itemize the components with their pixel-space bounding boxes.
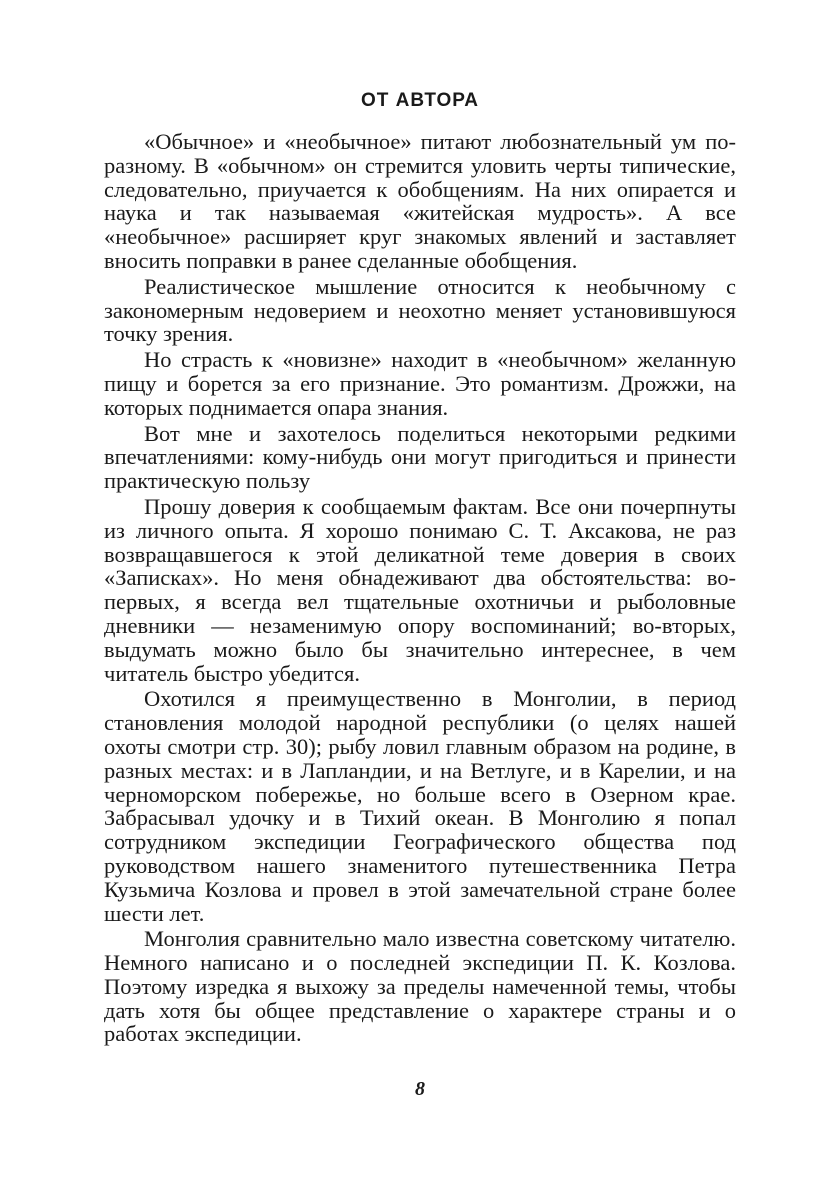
chapter-title: ОТ АВТОРА [360,90,480,111]
paragraph-7: Монголия сравнительно мало известна советскому читателю. Немного написано и о последней экспедиции П. К. Козлова. Поэтому изредка я выхожу за пределы намеченной темы, чтобы дать хотя бы общее представление о характере страны и о работах экспедиции. [104,926,736,1047]
paragraph-1: «Обычное» и «необычное» питают любознательный ум по-разному. В «обычном» он стремится уловить черты типические, следовательно, приучается к обобщениям. На них опирается и наука и так называемая «житейская мудрость». А все «необычное» расширяет круг знакомых явлений и заставляет вносить поправки в ранее сделанные обобщения. [104,129,736,273]
body-text [104,130,736,1048]
paragraph-3: Но страсть к «новизне» находит в «необычном» желанную пищу и борется за его признание. Это романтизм. Дрожжи, на которых поднимается опара знания. [104,347,736,420]
paragraph-6: Охотился я преимущественно в Монголии, в период становления молодой народной республики (о целях нашей охоты смотри стр. 30); рыбу ловил главным образом на родине, в разных местах: и в Лапландии, и на Ветлуге, и в Карелии, и на черноморском побережье, но больше всего в Озерном крае. Забрасывал удочку и в Тихий океан. В Монголию я попал сотрудником экспедиции Географического общества под руководством нашего знаменитого путешественника Петра Кузьмича Козлова и провел в этой замечательной стране более шести лет. [104,686,736,926]
paragraph-4: Вот мне и захотелось поделиться некоторыми редкими впечатлениями: кому-нибудь они могут пригодиться и принести практическую пользу [104,420,736,494]
paragraph-2: Реалистическое мышление относится к необычному с закономерным недоверием и неохотно меняет установившуюся точку зрения. [104,273,736,347]
paragraph-5: Прошу доверия к сообщаемым фактам. Все они почерпнуты из личного опыта. Я хорошо понимаю С. Т. Аксакова, не раз возвращавшегося к этой деликатной теме доверия в своих «Записках». Но меня обнадеживают два обстоятельства: во-первых, я всегда вел тщательные охотничьи и рыболовные дневники — незаменимую опору воспоминаний; во-вторых, выдумать можно было бы значительно интереснее, в чем читатель быстро убедится. [104,493,736,686]
page-number: 8 [415,1078,425,1100]
